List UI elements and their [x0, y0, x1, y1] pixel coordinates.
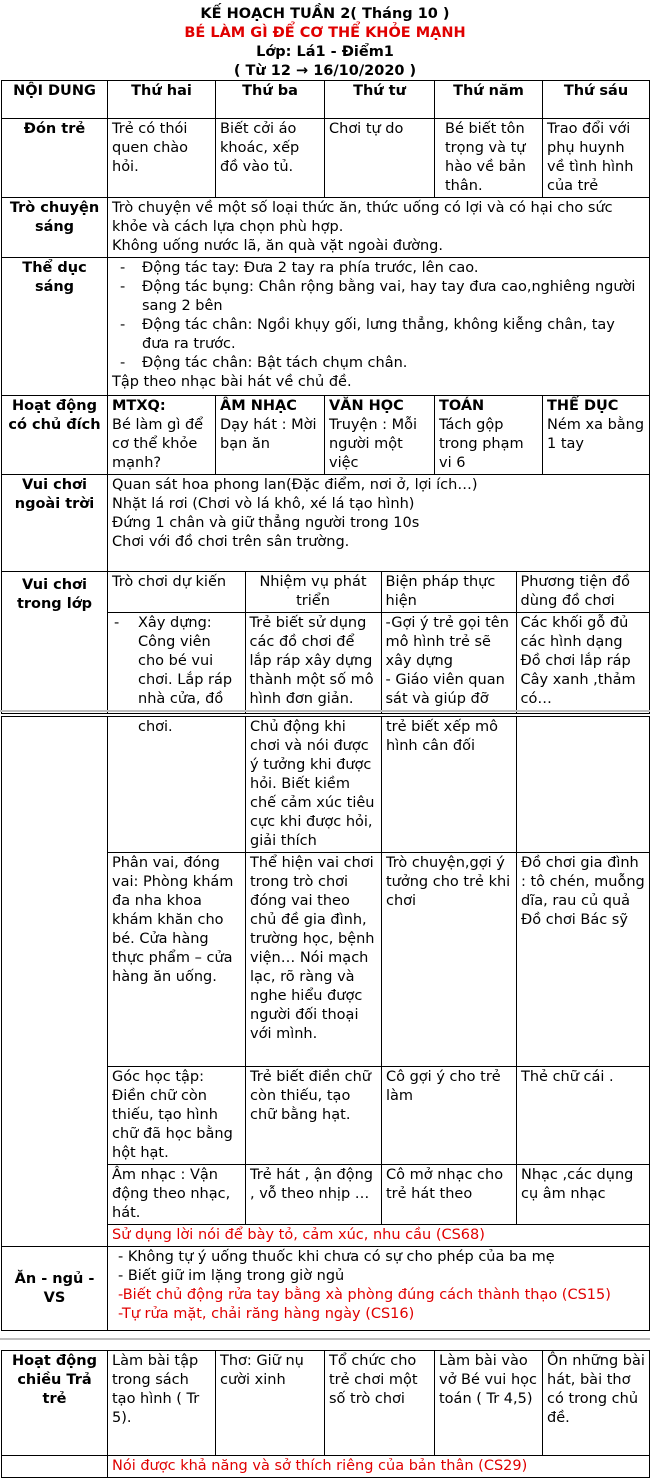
chieu-wednesday: Tổ chức cho trẻ chơi một số trò chơi — [325, 1351, 435, 1456]
exercise-list — [112, 259, 645, 373]
outdoor-line: Quan sát hoa phong lan(Đặc điểm, nơi ở, lợi ích…) — [112, 477, 478, 493]
tools-line: Cây xanh ,thảm có… — [520, 672, 636, 707]
col-header-friday: Thứ sáu — [543, 81, 650, 119]
p2-game-music: Âm nhạc : Vận động theo nhạc, hát. — [108, 1165, 246, 1225]
activity-text: Bé làm gì để cơ thể khỏe mạnh? — [112, 417, 204, 471]
schedule-table-page2 — [1, 716, 650, 1331]
outdoor-line: Đứng 1 chân và giữ thẳng người trong 10s — [112, 515, 420, 531]
activity-title: THỂ DỤC — [547, 398, 619, 414]
tro-chuyen-content — [108, 198, 650, 258]
page-break — [0, 710, 650, 712]
activity-text: Truyện : Mỗi người một việc — [329, 417, 418, 471]
activity-text: Ném xa bằng 1 tay — [547, 417, 645, 452]
activity-title: MTXQ: — [112, 398, 166, 414]
tro-chuyen-line: Không uống nước lã, ăn quà vặt ngoài đường. — [112, 238, 443, 254]
dash-mark: - — [114, 615, 120, 631]
chieu-tuesday: Thơ: Giữ nụ cười xinh — [216, 1351, 325, 1456]
indoor-head-method: Biện pháp thực hiện — [381, 572, 516, 613]
an-ngu-line: - Biết giữ im lặng trong giờ ngủ — [118, 1268, 345, 1284]
don-tre-friday: Trao đổi với phụ huynh về tình hình của trẻ — [543, 119, 650, 198]
activity-title: VĂN HỌC — [329, 398, 404, 414]
tools-line: Các khối gỗ đủ các hình dạng — [520, 615, 629, 650]
indoor-game-build — [108, 613, 245, 713]
p2-task-music: Trẻ hát , ận động , vỗ theo nhịp … — [246, 1165, 382, 1225]
indoor-tools-build — [516, 613, 650, 713]
col-header-wednesday: Thứ tư — [325, 81, 435, 119]
p2-game-roleplay: Phân vai, đóng vai: Phòng khám đa nha khoa khám khăn cho bé. Cửa hàng thực phẩm – cửa hàng ăn uống. — [108, 853, 246, 1067]
activity-text: Dạy hát : Mời bạn ăn — [220, 417, 317, 452]
p2-tools-music: Nhạc ,các dụng cụ âm nhạc — [517, 1165, 650, 1225]
the-duc-content — [108, 258, 650, 396]
indoor-play-grid — [108, 572, 650, 713]
method-line: - Giáo viên quan sát và giúp đỡ — [385, 672, 505, 707]
plan-title: KẾ HOẠCH TUẦN 2( Tháng 10 ) — [200, 6, 450, 22]
chieu-monday: Làm bài tập trong sách tạo hình ( Tr 5). — [108, 1351, 216, 1456]
hoat-dong-tuesday — [216, 396, 325, 475]
don-tre-thursday: Bé biết tôn trọng và tự hào về bản thân. — [435, 119, 543, 198]
vui-choi-ngoai-content — [108, 475, 650, 572]
col-header-monday: Thứ hai — [108, 81, 216, 119]
p2-game-build: chơi. — [108, 717, 246, 853]
col-header-thursday: Thứ năm — [435, 81, 543, 119]
activity-text: Tách gộp trong phạm vi 6 — [439, 417, 524, 471]
page-break — [0, 1338, 650, 1340]
p2-tools-build — [517, 717, 650, 853]
outdoor-line: Nhặt lá rơi (Chơi vò lá khô, xé lá tạo hình) — [112, 496, 415, 512]
row-label-the-duc: Thể dục sáng — [2, 258, 108, 396]
an-ngu-line: - Không tự ý uống thuốc khi chưa có sự cho phép của ba mẹ — [118, 1249, 555, 1265]
row-label-hoat-dong: Hoạt động có chủ đích — [2, 396, 108, 475]
indoor-head-task: Nhiệm vụ phát triển — [245, 572, 381, 613]
col-header-tuesday: Thứ ba — [216, 81, 325, 119]
indoor-task-build: Trẻ biết sử dụng các đồ chơi để lắp ráp xây dựng thành một số mô hình đơn giản. — [245, 613, 381, 713]
p2-task-study: Trẻ biết điền chữ còn thiếu, tạo chữ bằng hạt. — [246, 1067, 382, 1165]
date-range: ( Từ 12 → 16/10/2020 ) — [233, 63, 417, 79]
an-ngu-content — [108, 1247, 650, 1331]
schedule-table-page3 — [1, 1350, 650, 1478]
exercise-footer: Tập theo nhạc bài hát về chủ đề. — [112, 374, 352, 390]
indoor-head-tools: Phương tiện đồ dùng đồ chơi — [516, 572, 650, 613]
p2-game-study: Góc học tập: Điền chữ còn thiếu, tạo hình chữ đã học bằng hột hạt. — [108, 1067, 246, 1165]
row-label-chieu: Hoạt động chiều Trả trẻ — [2, 1351, 108, 1456]
indoor-label-continued — [2, 717, 108, 1247]
tro-chuyen-line: Trò chuyện về một số loại thức ăn, thức uống có lợi và có hại cho sức khỏe và cách lựa chọn phù hợp. — [112, 200, 613, 235]
row-label-don-tre: Đón trẻ — [2, 119, 108, 198]
p2-method-music: Cô mở nhạc cho trẻ hát theo — [382, 1165, 517, 1225]
plan-theme: BÉ LÀM GÌ ĐỂ CƠ THỂ KHỎE MẠNH — [184, 25, 466, 41]
activity-title: ÂM NHẠC — [220, 398, 297, 414]
exercise-item: - Động tác chân: Ngồi khụy gối, lưng thẳng, không kiễng chân, tay đưa ra trước. — [112, 316, 645, 354]
p2-method-study: Cô gợi ý cho trẻ làm — [382, 1067, 517, 1165]
cs29-note: Nói được khả năng và sở thích riêng của bản thân (CS29) — [108, 1456, 650, 1478]
hoat-dong-thursday — [435, 396, 543, 475]
row-label-vui-choi-lop: Vui chơi trong lớp — [2, 572, 108, 714]
vui-choi-lop-grid-cell — [108, 572, 650, 714]
p2-task-roleplay: Thể hiện vai chơi trong trò chơi đóng vai theo chủ đề gia đình, trường học, bệnh viện… Nói mạch lạc, rõ ràng và nghe hiểu được người đối thoại với mình. — [246, 853, 382, 1067]
hoat-dong-friday — [543, 396, 650, 475]
exercise-item: - Động tác bụng: Chân rộng bằng vai, hay tay đưa cao,nghiêng người sang 2 bên — [112, 278, 645, 316]
schedule-table-page1 — [1, 80, 650, 714]
exercise-item: - Động tác chân: Bật tách chụm chân. — [112, 354, 645, 373]
chieu-friday: Ôn những bài hát, bài thơ có trong chủ đề. — [543, 1351, 650, 1456]
don-tre-tuesday: Biết cởi áo khoác, xếp đồ vào tủ. — [216, 119, 325, 198]
activity-title: TOÁN — [439, 398, 485, 414]
indoor-method-build — [381, 613, 516, 713]
p2-task-build: Chủ động khi chơi và nói được ý tưởng khi được hỏi. Biết kiềm chế cảm xúc tiêu cực khi được hỏi, giải thích — [246, 717, 382, 853]
tools-line: Đồ chơi lắp ráp — [520, 653, 631, 669]
p2-method-build: trẻ biết xếp mô hình cân đối — [382, 717, 517, 853]
p2-tools-study: Thẻ chữ cái . — [517, 1067, 650, 1165]
don-tre-monday: Trẻ có thói quen chào hỏi. — [108, 119, 216, 198]
row-label-an-ngu: Ăn - ngủ - VS — [2, 1247, 108, 1331]
row-label-tro-chuyen: Trò chuyện sáng — [2, 198, 108, 258]
col-header-content: NỘI DUNG — [2, 81, 108, 119]
hoat-dong-wednesday — [325, 396, 435, 475]
outdoor-line: Chơi với đồ chơi trên sân trường. — [112, 534, 350, 550]
cs15-note: -Biết chủ động rửa tay bằng xà phòng đúng cách thành thạo (CS15) — [118, 1287, 611, 1303]
cs68-note: Sử dụng lời nói để bày tỏ, cảm xúc, nhu cầu (CS68) — [108, 1225, 650, 1247]
chieu-thursday: Làm bài vào vở Bé vui học toán ( Tr 4,5) — [435, 1351, 543, 1456]
p2-method-roleplay: Trò chuyện,gợi ý tưởng cho trẻ khi chơi — [382, 853, 517, 1067]
p2-tools-roleplay: Đồ chơi gia đình : tô chén, muỗng dĩa, rau củ quả Đồ chơi Bác sỹ — [517, 853, 650, 1067]
chieu-label-continued — [2, 1456, 108, 1478]
class-label: Lớp: Lá1 - Điểm1 — [256, 44, 394, 60]
don-tre-wednesday: Chơi tự do — [325, 119, 435, 198]
method-line: -Gợi ý trẻ gọi tên mô hình trẻ sẽ xây dựng — [385, 615, 509, 669]
indoor-game-build-text: Xây dựng: Công viên cho bé vui chơi. Lắp ráp nhà cửa, đồ — [138, 615, 233, 707]
indoor-head-game: Trò chơi dự kiến — [108, 572, 245, 613]
row-label-vui-choi-ngoai: Vui chơi ngoài trời — [2, 475, 108, 572]
exercise-item: - Động tác tay: Đưa 2 tay ra phía trước, lên cao. — [112, 259, 645, 278]
cs16-note: -Tự rửa mặt, chải răng hàng ngày (CS16) — [118, 1306, 415, 1322]
hoat-dong-monday — [108, 396, 216, 475]
